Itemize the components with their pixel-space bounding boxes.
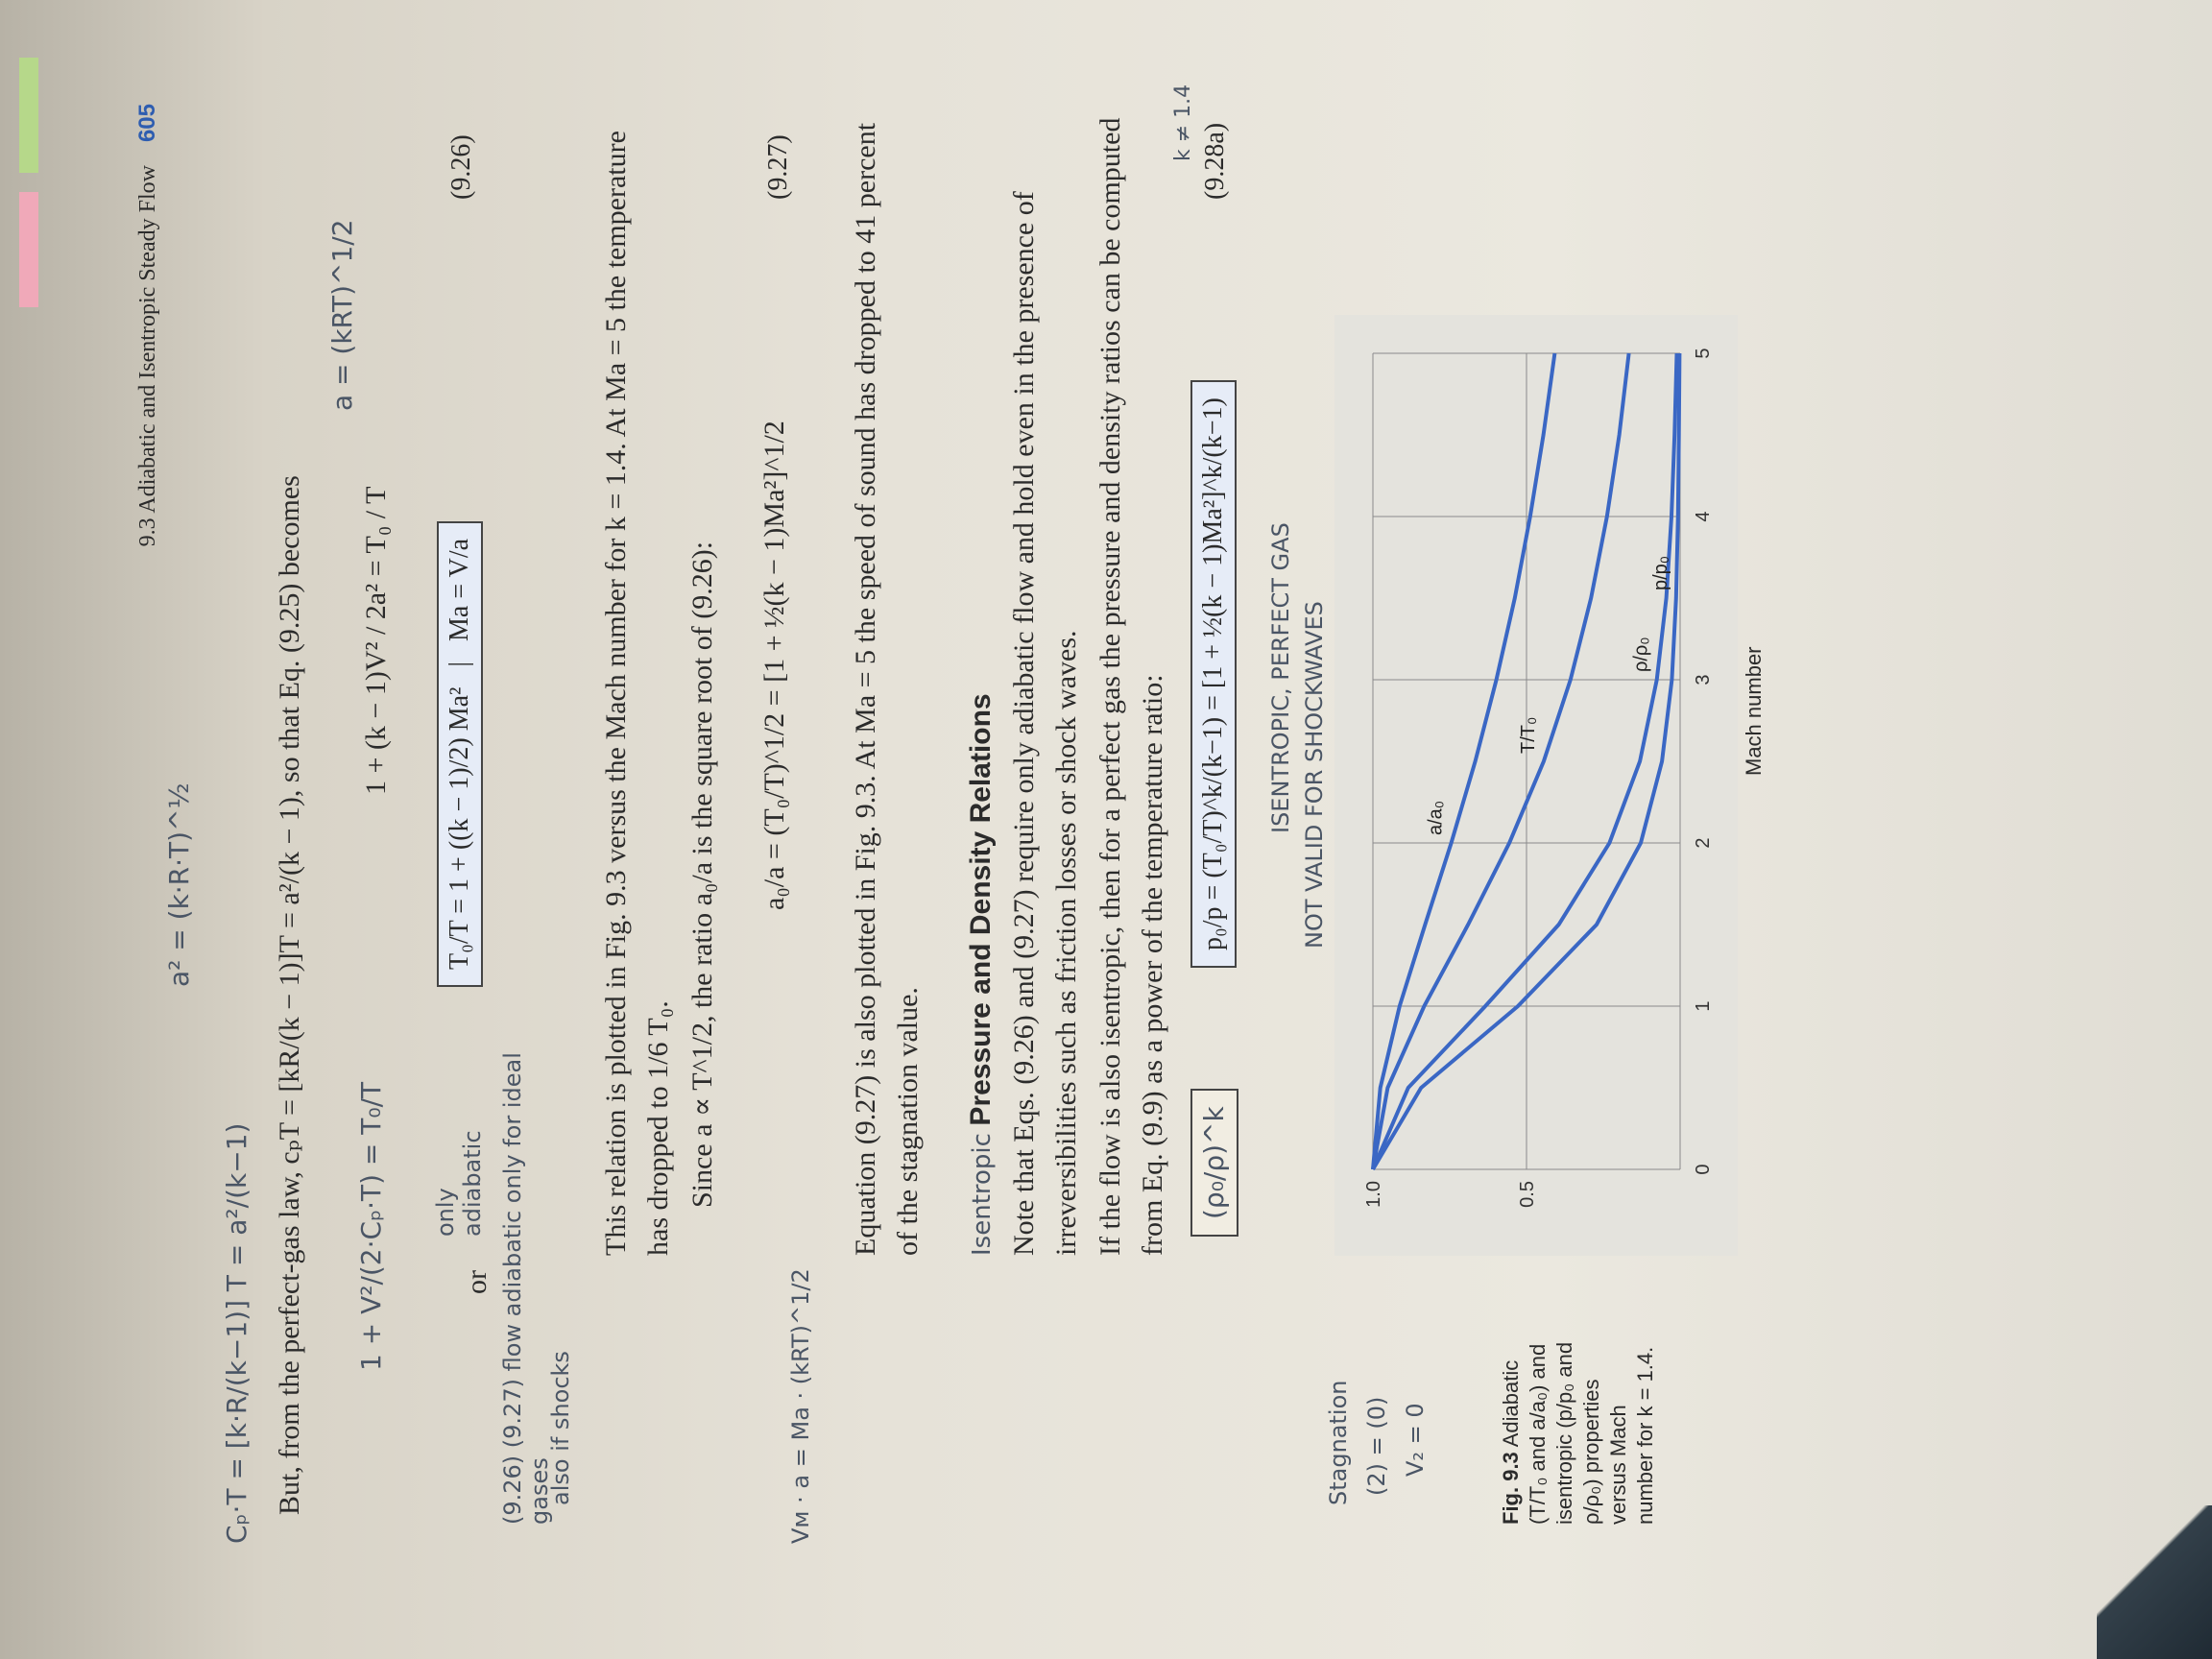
handwritten-not-valid: NOT VALID FOR SHOCKWAVES <box>1301 601 1328 949</box>
paragraph-since: Since a ∝ T^1/2, the ratio a₀/a is the square root of (9.26): <box>686 541 718 1208</box>
x-tick-label: 0 <box>1693 1164 1714 1175</box>
handwritten-a-formula: a = (kRT)^1/2 <box>326 219 358 411</box>
handwritten-note-shocks: also if shocks <box>547 1351 574 1505</box>
equation-9-28a: p₀/p = (T₀/T)^k/(k−1) = [1 + ½(k − 1)Ma²]^k/(k−1) <box>1198 397 1228 950</box>
paragraph-adiabatic-note: Note that Eqs. (9.26) and (9.27) require only adiabatic flow and hold even in the presence of irreversibilities such as friction losses or shock waves. <box>1008 191 1082 1256</box>
series-label: p/p₀ <box>1649 555 1671 590</box>
caption-text: Adiabatic (T/T₀ and a/a₀) and isentropic (p/p₀ and ρ/ρ₀) properties versus Mach number for k = 1.4. <box>1499 1341 1657 1525</box>
x-tick-label: 1 <box>1693 1000 1714 1012</box>
paragraph-equation-927: Equation (9.27) is also plotted in Fig. 9.3. At Ma = 5 the speed of sound has dropped to 41 percent of the stagnation value. <box>850 122 924 1256</box>
figure-9-3-chart <box>1334 315 1738 1256</box>
equation-number-9-26: (9.26) <box>446 134 476 200</box>
caption-figure-number: Fig. 9.3 <box>1499 1452 1523 1525</box>
section-heading-line <box>960 56 1003 1256</box>
paragraph-plot: This relation is plotted in Fig. 9.3 versus the Mach number for k = 1.4. At Ma = 5 the temperature has dropped to 1/6 T₀. <box>600 131 674 1256</box>
equation-9-26-box: T₀/T = 1 + ((k − 1)/2) Ma² | Ma = V/a <box>437 521 483 987</box>
or-label: or <box>461 1270 493 1294</box>
section-title: 9.3 Adiabatic and Isentropic Steady Flow <box>135 165 160 547</box>
series-label: ρ/ρ₀ <box>1630 637 1652 672</box>
equation-9-27: a₀/a = (T₀/T)^1/2 = [1 + ½(k − 1)Ma²]^1/2 <box>758 421 790 910</box>
figure-caption <box>1498 1333 1659 1525</box>
handwritten-v2: V₂ = 0 <box>1402 1403 1429 1477</box>
handwritten-note-adiabatic-gases: (9.26) (9.27) flow adiabatic only for ideal gases <box>499 1052 553 1525</box>
x-tick-label: 4 <box>1693 511 1714 522</box>
series-label: a/a₀ <box>1425 800 1447 835</box>
handwritten-note-a2: a² = (k·R·T)^½ <box>163 782 195 987</box>
handwritten-stagnation: Stagnation <box>1325 1380 1352 1505</box>
x-tick-label: 5 <box>1693 348 1714 359</box>
running-header <box>134 104 161 1544</box>
handwritten-k-note: k ≠ 1.4 <box>1171 84 1195 161</box>
handwritten-density-box <box>1190 1089 1238 1237</box>
intro-paragraph: But, from the perfect-gas law, cₚT = [kR/(k − 1)]T = a²/(k − 1), so that Eq. (9.25) becomes <box>274 475 305 1515</box>
handwritten-mach-relation: Vᴍ · a = Ma · (kRT)^1/2 <box>787 1268 814 1544</box>
equation-becomes: 1 + (k − 1)V² / 2a² = T₀ / T <box>360 486 392 795</box>
equation-number-9-28a: (9.28a) <box>1200 122 1230 200</box>
section-heading: Pressure and Density Relations <box>965 693 997 1126</box>
equation-9-28a-box <box>1190 380 1237 968</box>
y-tick-label: 1.0 <box>1363 1181 1384 1208</box>
handwritten-eq: 1 + V²/(2·Cₚ·T) = T₀/T <box>355 1081 387 1371</box>
handwritten-only-adiabatic: only adiabatic <box>432 1130 486 1237</box>
x-tick-label: 3 <box>1693 674 1714 685</box>
equation-9-26: T₀/T = 1 + ((k − 1)/2) Ma² <box>445 686 474 970</box>
paragraph-isentropic: If the flow is also isentropic, then for a perfect gas the pressure and density ratios can be computed from Eq. (9.9) as a power of the temperature ratio: <box>1094 117 1168 1256</box>
handwritten-state-equality: (2) = (0) <box>1363 1396 1390 1496</box>
handwritten-density-ratio: (ρ₀/ρ)^k <box>1198 1106 1230 1219</box>
x-axis-label: Mach number <box>1742 646 1766 776</box>
equation-number-9-27: (9.27) <box>763 134 793 200</box>
page-number: 605 <box>134 104 160 143</box>
handwritten-isentropic: Isentropic <box>968 1133 997 1256</box>
series-label: T/T₀ <box>1517 716 1539 754</box>
handwritten-note-cpT: Cₚ·T = [k·R/(k−1)] T = a²/(k−1) <box>221 1122 252 1544</box>
x-tick-label: 2 <box>1693 837 1714 849</box>
equation-mach-def: Ma = V/a <box>445 538 474 641</box>
y-tick-label: 0.5 <box>1517 1181 1538 1208</box>
handwritten-isentropic-perfect-gas: ISENTROPIC, PERFECT GAS <box>1267 522 1294 833</box>
